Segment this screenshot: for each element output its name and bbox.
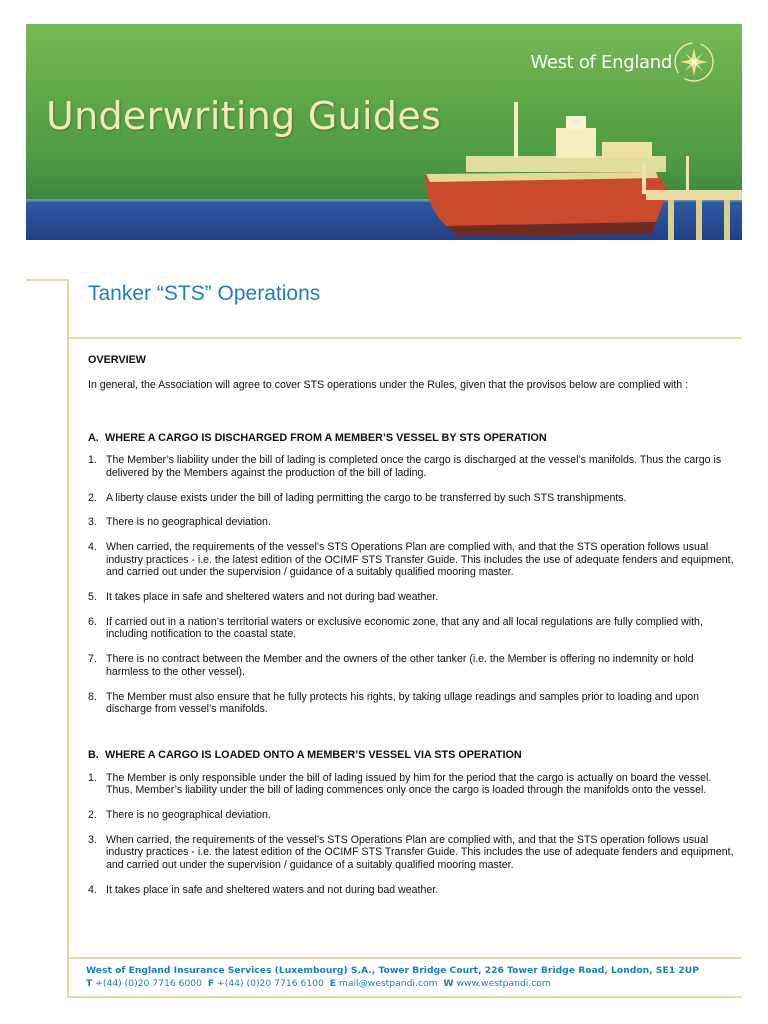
item-number: 3.: [88, 516, 97, 529]
item-text: If carried out in a nation’s territorial waters or exclusive economic zone, that any and all local regulations are fully complied with, including notification to the coastal state.: [106, 615, 703, 641]
list-item: [88, 492, 738, 504]
item-number: 4.: [88, 541, 97, 554]
list-item: [88, 653, 738, 678]
item-number: 8.: [88, 690, 97, 703]
banner-title: Underwriting Guides: [46, 94, 442, 138]
item-text: It takes place in safe and sheltered waters and not during bad weather.: [106, 591, 439, 604]
item-number: 4.: [88, 883, 97, 896]
brand-name: West of England: [530, 52, 672, 73]
header-banner: [26, 24, 742, 240]
email-label: E: [329, 978, 336, 989]
item-text: When carried, the requirements of the vessel’s STS Operations Plan are complied with, and that the STS operation follows usual industry practices - i.e. the latest edition of the OCIMF STS Transfer Guide. This includes the use of adequate fenders and equipment, and carried out under the supervision / guidance of a suitably qualified mooring master.: [106, 834, 734, 871]
list-item: [88, 772, 738, 797]
list-item: [88, 541, 738, 578]
section-letter: B.: [88, 749, 99, 762]
footer-contact: [86, 964, 746, 990]
footer-address: West of England Insurance Services (Luxembourg) S.A., Tower Bridge Court, 226 Tower Bridge Road, London, SE1 2UP: [86, 965, 699, 976]
footer-contact-line: [86, 977, 746, 990]
footer-divider-bottom: [67, 996, 742, 998]
item-text: When carried, the requirements of the vessel’s STS Operations Plan are complied with, and that the STS operation follows usual industry practices - i.e. the latest edition of the OCIMF STS Transfer Guide. This includes the use of adequate fenders and equipment, and carried out under the supervision / guidance of a suitably qualified mooring master.: [106, 541, 734, 579]
item-text: There is no geographical deviation.: [106, 809, 271, 822]
frame-rule-top: [26, 279, 68, 281]
list-item: [88, 884, 738, 896]
compass-star-icon: [672, 40, 716, 84]
list-item: [88, 809, 738, 821]
document-body: [88, 354, 738, 909]
section-heading-text: WHERE A CARGO IS DISCHARGED FROM A MEMBER’S VESSEL BY STS OPERATION: [105, 431, 547, 444]
item-number: 1.: [88, 771, 97, 784]
item-number: 1.: [88, 454, 97, 467]
item-text: The Member is only responsible under the bill of lading issued by him for the period that the cargo is actually on board the vessel. Thus, Member’s liability under the bill of lading commences only once the cargo is loaded through the manifolds onto the vessel.: [106, 771, 712, 797]
tel-label: T: [86, 978, 93, 989]
provisos-list: [88, 454, 738, 715]
tel-number: +(44) (0)20 7716 6000: [95, 978, 202, 989]
list-item: [88, 516, 738, 528]
list-item: [88, 454, 738, 479]
section-letter: A.: [88, 431, 99, 444]
list-item: [88, 834, 738, 871]
web-label: W: [443, 978, 454, 989]
footer-divider-top: [67, 957, 742, 959]
provisos-list: [88, 772, 738, 896]
item-text: A liberty clause exists under the bill of lading permitting the cargo to be transferred by such STS transhipments.: [106, 491, 627, 504]
section-b: [88, 749, 738, 896]
tanker-ship-illustration: [406, 94, 742, 240]
item-number: 3.: [88, 834, 97, 847]
title-divider: [67, 337, 742, 339]
list-item: [88, 616, 738, 641]
item-number: 6.: [88, 615, 97, 628]
list-item: [88, 691, 738, 716]
overview-heading: OVERVIEW: [88, 354, 146, 366]
intro-paragraph: In general, the Association will agree to cover STS operations under the Rules, given that the provisos below are complied with :: [88, 379, 689, 392]
email-link[interactable]: mail@westpandi.com: [338, 978, 438, 989]
item-number: 7.: [88, 653, 97, 666]
section-a: [88, 432, 738, 716]
frame-rule-left: [67, 279, 69, 998]
item-text: There is no geographical deviation.: [106, 516, 271, 529]
fax-number: +(44) (0)20 7716 6100: [217, 978, 324, 989]
item-text: The Member must also ensure that he fully protects his rights, by taking ullage readings and samples prior to loading and upon discharge from vessel’s manifolds.: [106, 690, 699, 715]
section-heading: [88, 749, 738, 761]
fax-label: F: [207, 978, 215, 989]
item-text: The Member’s liability under the bill of lading is completed once the cargo is discharged at the vessel’s manifolds. Thus the cargo is delivered by the Members against the production of the bill of lading.: [106, 454, 722, 479]
item-number: 2.: [88, 809, 97, 822]
section-heading: [88, 432, 738, 444]
item-number: 5.: [88, 591, 97, 604]
section-heading-text: WHERE A CARGO IS LOADED ONTO A MEMBER’S VESSEL VIA STS OPERATION: [105, 749, 522, 762]
website-link[interactable]: www.westpandi.com: [456, 978, 551, 989]
item-text: It takes place in safe and sheltered waters and not during bad weather.: [106, 883, 439, 896]
item-text: There is no contract between the Member and the owners of the other tanker (i.e. the Member is offering no indemnity or hold harmless to the other vessel).: [106, 653, 694, 678]
item-number: 2.: [88, 491, 97, 504]
list-item: [88, 591, 738, 603]
document-title: Tanker “STS” Operations: [88, 282, 321, 305]
